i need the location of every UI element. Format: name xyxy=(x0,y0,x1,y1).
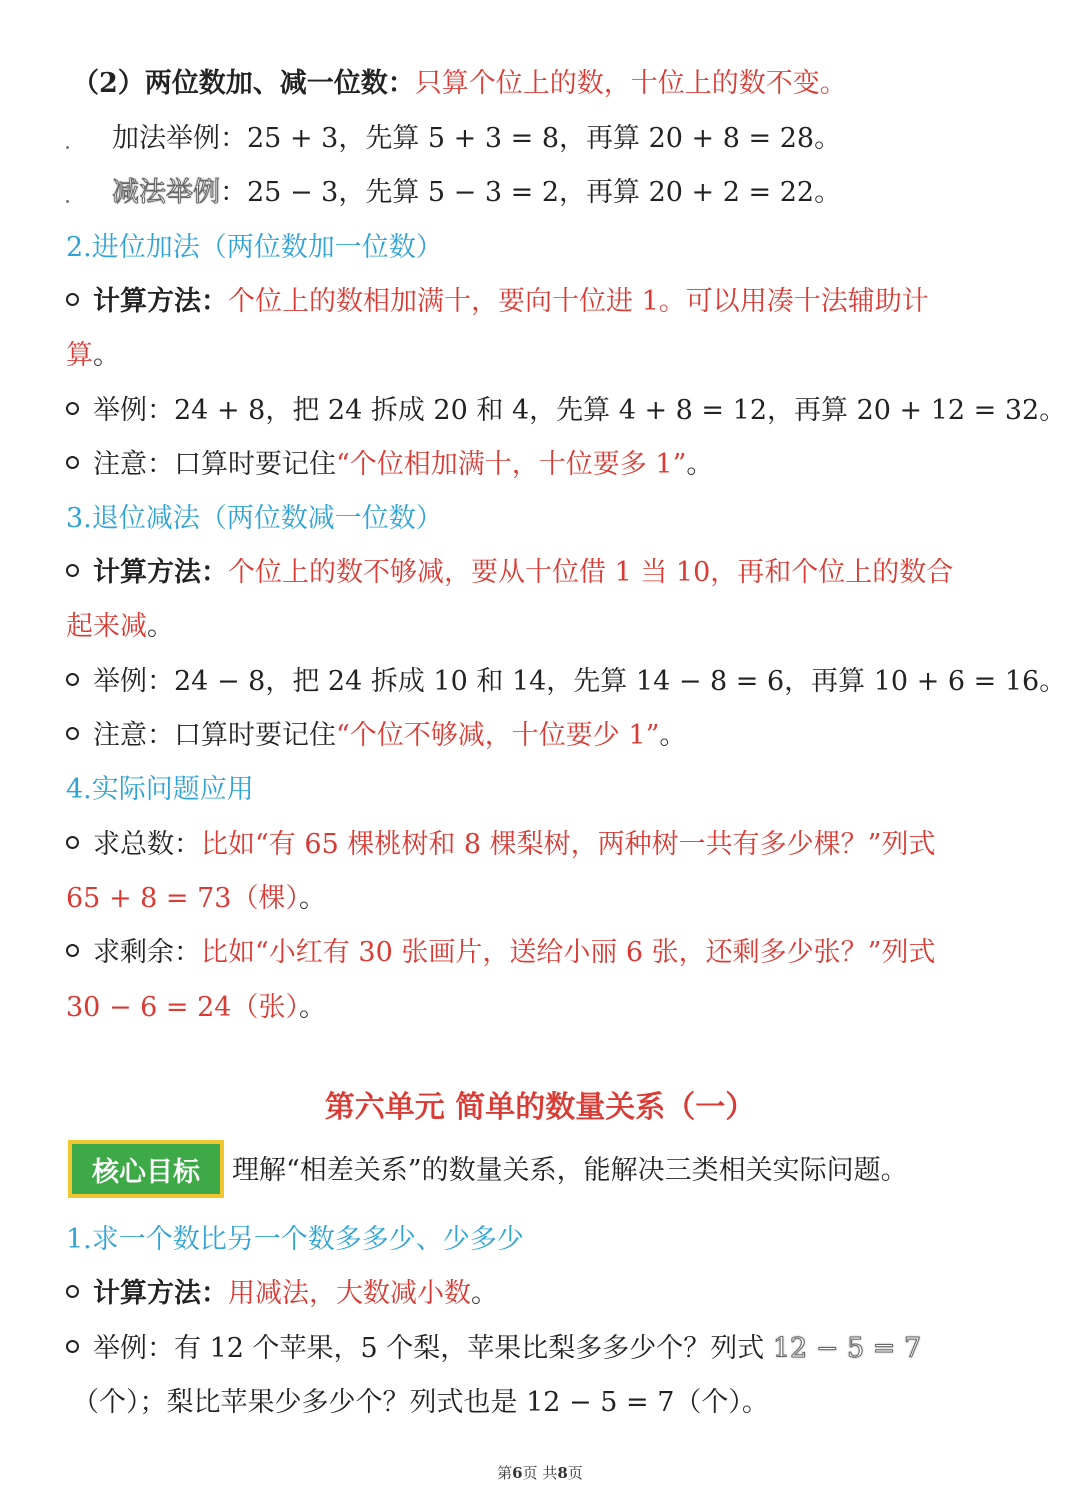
remain-formula: 30 − 6 = 24（张） xyxy=(66,992,299,1023)
bullet-icon xyxy=(66,564,79,577)
method-text-cont: 起来减 xyxy=(66,611,147,642)
core-goal-badge: 核心目标 xyxy=(68,1140,224,1198)
method-label: 计算方法： xyxy=(93,557,228,588)
total-label: 求总数： xyxy=(93,829,201,860)
bullet-icon xyxy=(66,673,79,686)
example-item xyxy=(66,391,1066,431)
example-item-cont: （个）；梨比苹果少多少个？列式也是 12 − 5 = 7（个）。 xyxy=(72,1387,769,1418)
remain-item xyxy=(66,933,935,973)
remain-text: 比如“小红有 30 张画片，送给小丽 6 张，还剩多少张？”列式 xyxy=(201,937,936,968)
bullet-icon xyxy=(66,944,79,957)
bullet-dot xyxy=(66,200,69,203)
footer-post: 页 xyxy=(567,1464,583,1482)
page-total: 8 xyxy=(557,1464,568,1482)
section-heading: 2.进位加法（两位数加一位数） xyxy=(66,232,443,263)
method-end: 。 xyxy=(147,611,174,642)
note-text: “个位相加满十，十位要多 1” xyxy=(336,449,687,480)
footer-pre: 第 xyxy=(497,1464,513,1482)
method-item xyxy=(66,1274,498,1314)
note-text: “个位不够减，十位要少 1” xyxy=(336,720,660,751)
section-heading: 3.退位减法（两位数减一位数） xyxy=(66,503,443,534)
example-text: 举例：24 + 8，把 24 拆成 20 和 4，先算 4 + 8 = 12，再算 20 + 12 = 32。 xyxy=(93,395,1067,426)
subsection-rule: 只算个位上的数，十位上的数不变。 xyxy=(414,68,847,99)
method-label: 计算方法： xyxy=(93,286,228,317)
subsection-title: （2）两位数加、减一位数： xyxy=(72,68,415,99)
method-item-cont xyxy=(66,607,174,647)
note-label: 注意：口算时要记住 xyxy=(93,720,336,751)
method-text: 个位上的数相加满十，要向十位进 1。可以用凑十法辅助计 xyxy=(228,286,929,317)
note-item xyxy=(66,716,686,756)
section-heading: 4.实际问题应用 xyxy=(66,774,254,805)
subsection-heading xyxy=(72,64,847,104)
subtraction-example-label: 减法举例 xyxy=(112,177,220,208)
example-text: 举例：有 12 个苹果，5 个梨，苹果比梨多多少个？列式 xyxy=(93,1333,773,1364)
method-text: 个位上的数不够减，要从十位借 1 当 10，再和个位上的数合 xyxy=(228,557,954,588)
remain-item-cont xyxy=(66,988,326,1028)
subtraction-example xyxy=(112,173,841,213)
method-label: 计算方法： xyxy=(93,1278,228,1309)
remain-label: 求剩余： xyxy=(93,937,201,968)
method-end: 。 xyxy=(471,1278,498,1309)
example-text: 举例：24 − 8，把 24 拆成 10 和 14，先算 14 − 8 = 6，再算 10 + 6 = 16。 xyxy=(93,666,1067,697)
total-end: 。 xyxy=(298,883,326,914)
total-item xyxy=(66,825,935,865)
note-end: 。 xyxy=(659,720,687,751)
bullet-icon xyxy=(66,836,79,849)
method-item xyxy=(66,282,929,322)
footer-mid: 页 共 xyxy=(522,1464,558,1482)
bullet-dot xyxy=(66,146,69,149)
example-formula: 12 − 5 = 7 xyxy=(772,1333,922,1364)
subtraction-example-text: ：25 − 3，先算 5 − 3 = 2，再算 20 + 2 = 22。 xyxy=(220,177,842,208)
method-item-cont xyxy=(66,336,120,376)
method-text: 用减法，大数减小数 xyxy=(228,1278,471,1309)
example-item xyxy=(66,662,1066,702)
goal-text: 理解“相差关系”的数量关系，能解决三类相关实际问题。 xyxy=(232,1155,908,1186)
example-item xyxy=(66,1329,921,1369)
total-formula: 65 + 8 = 73（棵） xyxy=(66,883,299,914)
bullet-icon xyxy=(66,1285,79,1298)
note-end: 。 xyxy=(686,449,714,480)
page-number: 6 xyxy=(512,1464,523,1482)
method-text-cont: 算 xyxy=(66,340,93,371)
unit-title: 第六单元 简单的数量关系（一） xyxy=(324,1090,756,1125)
bullet-icon xyxy=(66,1340,79,1353)
note-label: 注意：口算时要记住 xyxy=(93,449,336,480)
method-item xyxy=(66,553,953,593)
method-end: 。 xyxy=(93,340,120,371)
page-footer xyxy=(0,1462,1080,1483)
bullet-icon xyxy=(66,402,79,415)
total-text: 比如“有 65 棵桃树和 8 棵梨树，两种树一共有多少棵？”列式 xyxy=(201,829,936,860)
total-item-cont xyxy=(66,879,326,919)
note-item xyxy=(66,445,713,485)
remain-end: 。 xyxy=(298,992,326,1023)
bullet-icon xyxy=(66,293,79,306)
addition-example: 加法举例：25 + 3，先算 5 + 3 = 8，再算 20 + 8 = 28。 xyxy=(112,123,842,154)
bullet-icon xyxy=(66,727,79,740)
section-heading: 1.求一个数比另一个数多多少、少多少 xyxy=(66,1224,524,1255)
bullet-icon xyxy=(66,456,79,469)
